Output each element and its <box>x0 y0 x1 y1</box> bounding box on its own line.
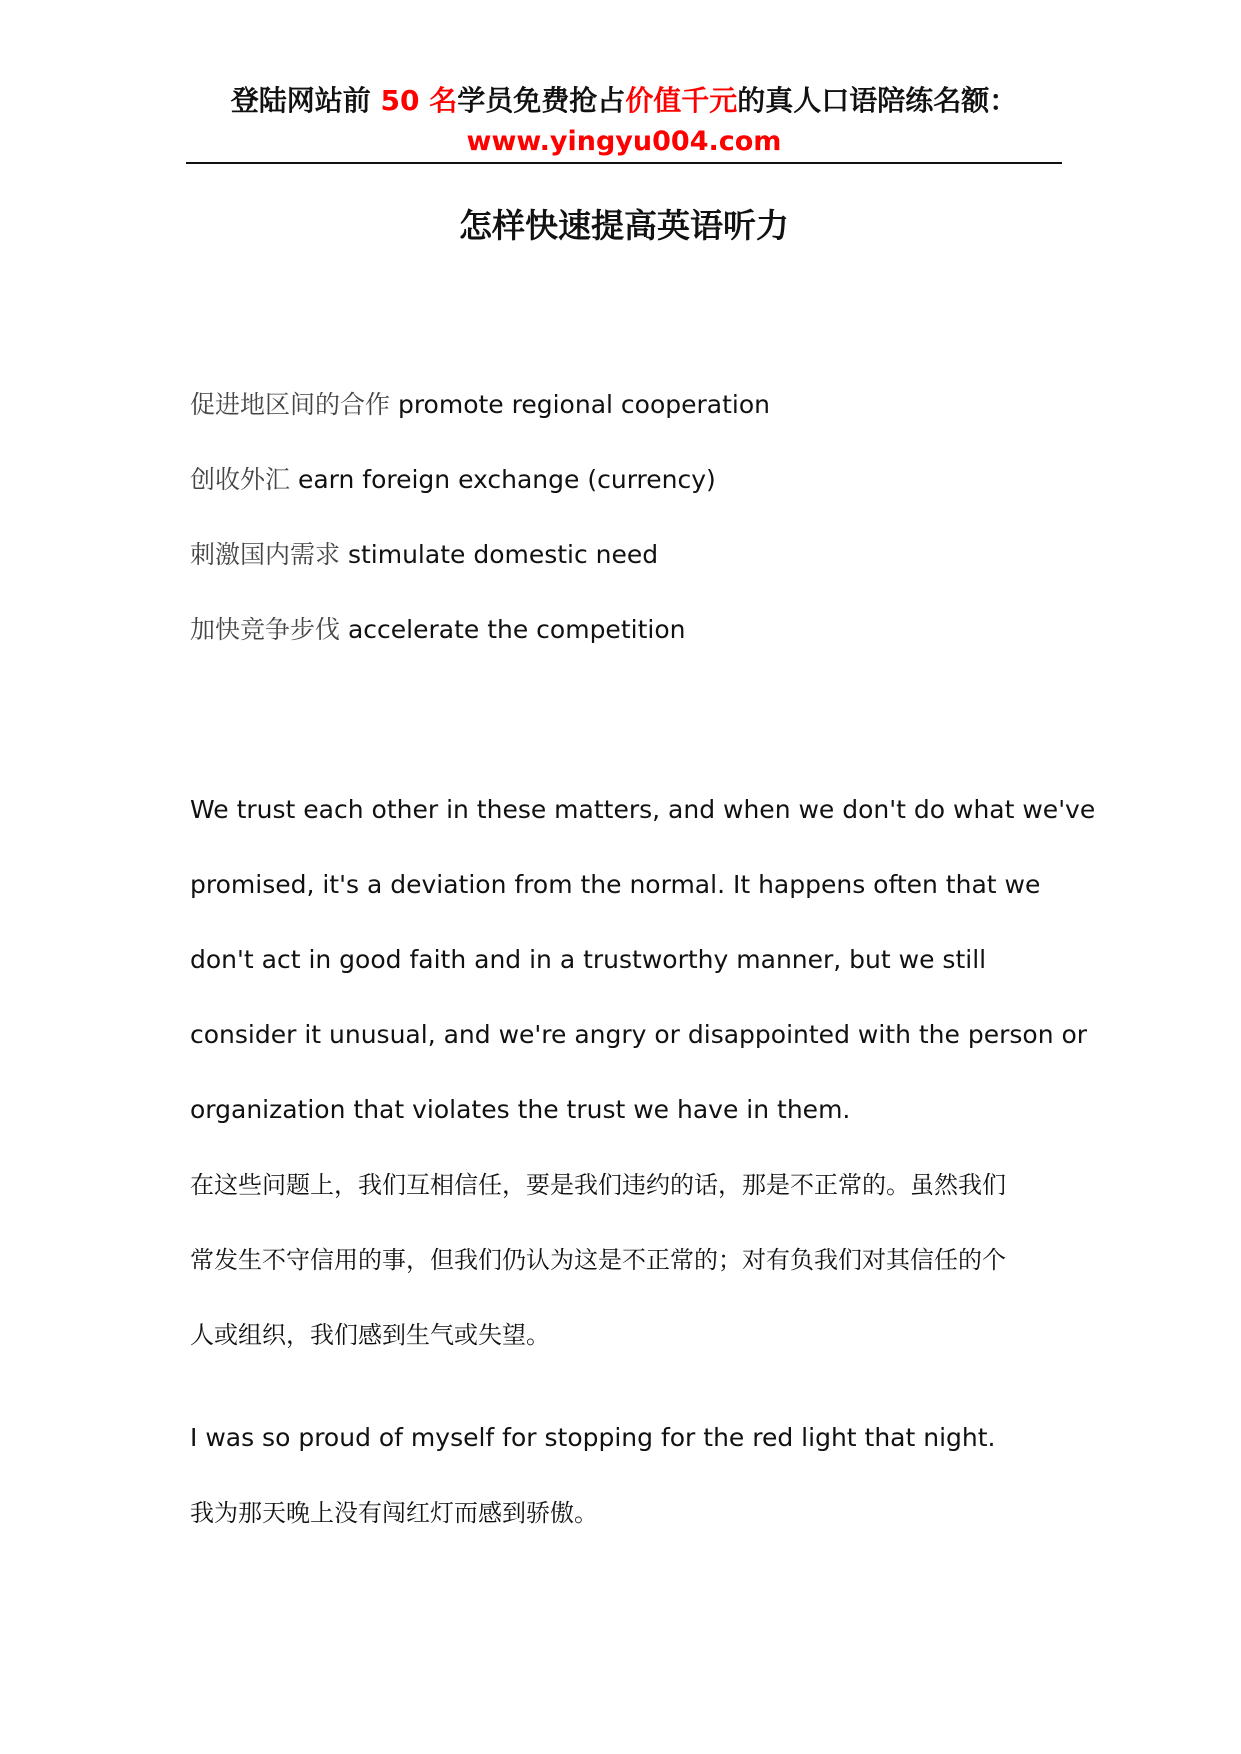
sentence-chinese: 我为那天晚上没有闯红灯而感到骄傲。 <box>190 1499 598 1527</box>
header-divider <box>186 162 1062 164</box>
promo-highlight-value: 价值千元 <box>625 84 738 117</box>
passage-english-line: We trust each other in these matters, and when we don't do what we've <box>190 795 1096 824</box>
promo-text-2: 学员免费抢占 <box>457 84 626 117</box>
paragraph-gap <box>190 1388 1070 1416</box>
passage-section <box>190 788 1096 1566</box>
phrase-item <box>190 383 1070 427</box>
phrase-english: earn foreign exchange (currency) <box>297 465 716 494</box>
passage-english-line: consider it unusual, and we're angry or disappointed with the person or <box>190 1020 1088 1049</box>
phrase-english: stimulate domestic need <box>347 540 659 569</box>
promo-text-3: 的真人口语陪练名额： <box>737 84 1018 117</box>
passage-chinese-line: 在这些问题上，我们互相信任，要是我们违约的话，那是不正常的。虽然我们 <box>190 1171 1006 1199</box>
phrase-item <box>190 608 1070 652</box>
phrase-item <box>190 533 1070 577</box>
passage-english-line: don't act in good faith and in a trustworthy manner, but we still <box>190 945 987 974</box>
phrase-chinese: 创收外汇 <box>190 465 298 494</box>
phrase-english: promote regional cooperation <box>397 390 770 419</box>
promo-header <box>186 78 1062 160</box>
passage-chinese-line: 人或组织，我们感到生气或失望。 <box>190 1321 550 1349</box>
promo-text-1: 登陆网站前 <box>230 84 381 117</box>
document-title: 怎样快速提高英语听力 <box>459 206 789 245</box>
phrase-chinese: 促进地区间的合作 <box>190 390 398 419</box>
phrase-list <box>190 383 1070 683</box>
phrase-english: accelerate the competition <box>347 615 686 644</box>
passage-english-line: organization that violates the trust we have in them. <box>190 1095 851 1124</box>
promo-line <box>186 78 1062 124</box>
sentence-english: I was so proud of myself for stopping for the red light that night. <box>190 1423 996 1452</box>
promo-url-link[interactable]: www.yingyu004.com <box>466 126 782 157</box>
phrase-chinese: 刺激国内需求 <box>190 540 348 569</box>
passage-chinese-line: 常发生不守信用的事，但我们仍认为这是不正常的；对有负我们对其信任的个 <box>190 1246 1006 1274</box>
phrase-chinese: 加快竞争步伐 <box>190 615 348 644</box>
phrase-item <box>190 458 1070 502</box>
promo-highlight-count: 50 名 <box>380 84 458 117</box>
passage-english-line: promised, it's a deviation from the normal. It happens often that we <box>190 870 1041 899</box>
